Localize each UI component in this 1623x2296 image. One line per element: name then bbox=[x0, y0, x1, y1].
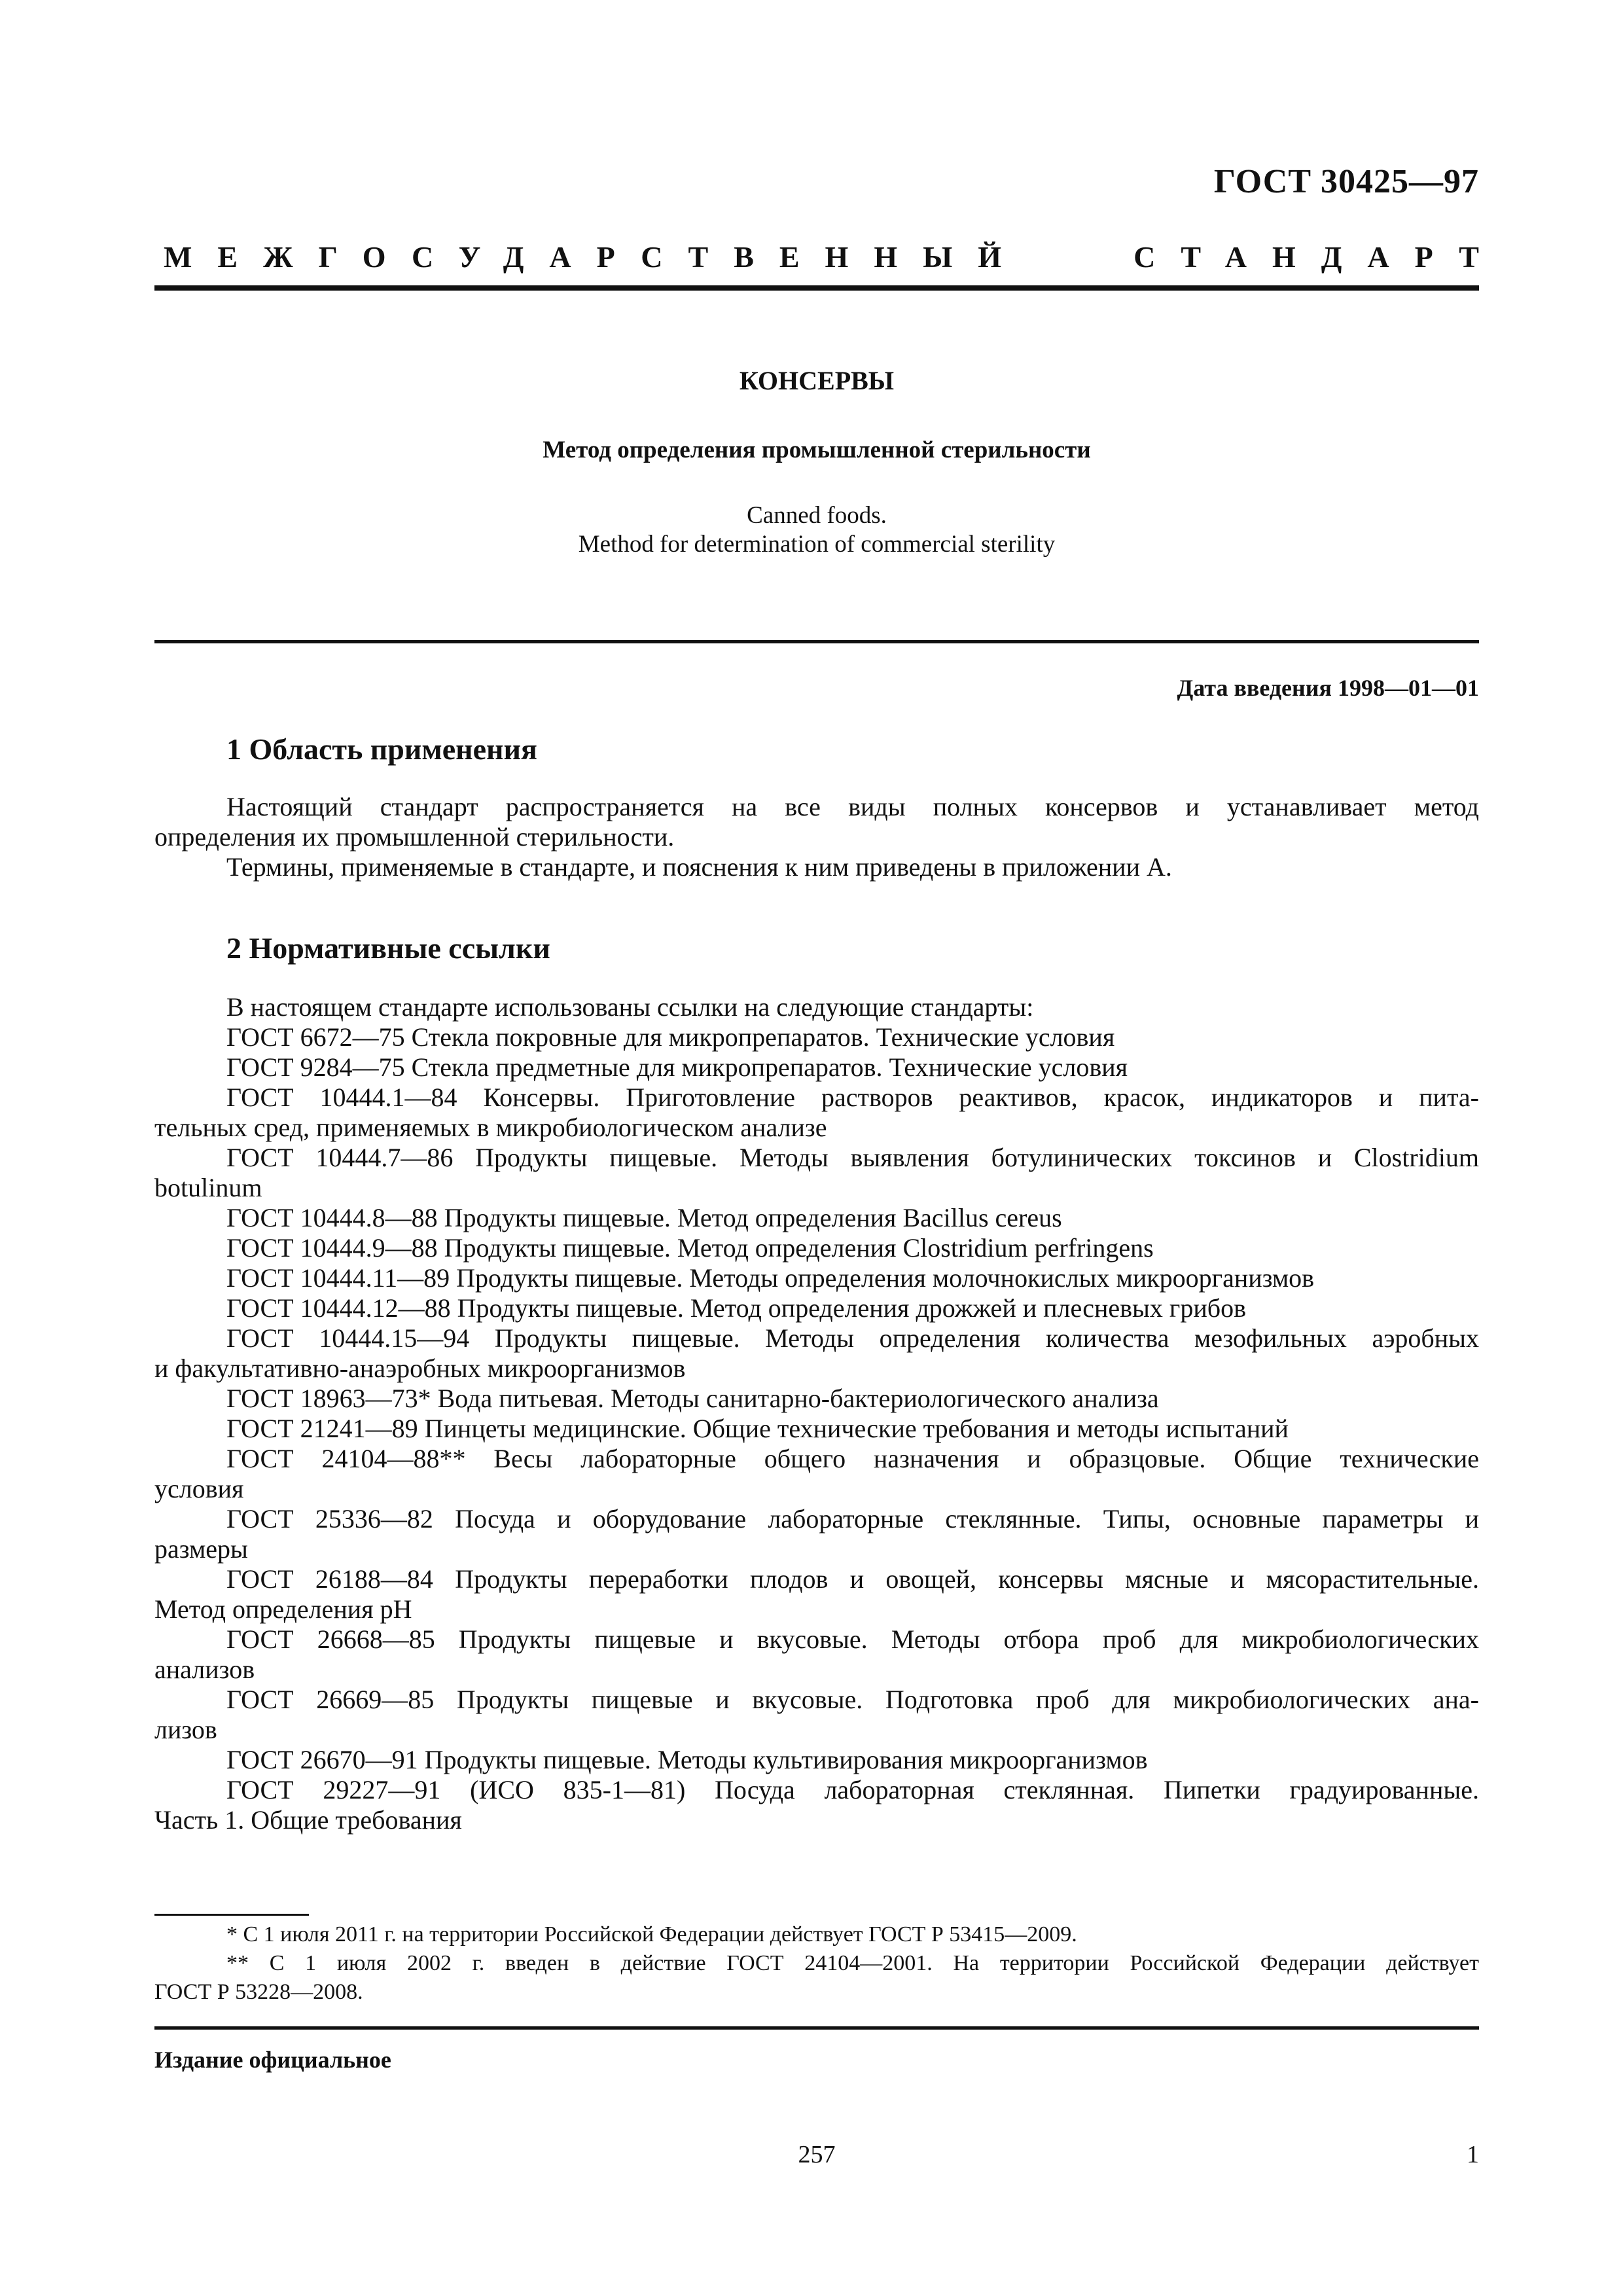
section-1-heading: 1 Область применения bbox=[226, 732, 537, 766]
section-2-heading: 2 Нормативные ссылки bbox=[226, 931, 550, 965]
reference-line: Метод определения pH bbox=[154, 1594, 412, 1624]
reference-line: ГОСТ 29227—91 (ИСО 835-1—81) Посуда лабораторная стеклянная. Пипетки градуированные. bbox=[226, 1775, 1479, 1804]
header-divider bbox=[154, 285, 1479, 291]
footnote-2-line-1: ** С 1 июля 2002 г. введен в действие ГОСТ 24104—2001. На территории Российской Федерации действует bbox=[226, 1951, 1479, 1975]
reference-line: размеры bbox=[154, 1534, 248, 1564]
reference-line: ГОСТ 25336—82 Посуда и оборудование лабораторные стеклянные. Типы, основные параметры и bbox=[226, 1504, 1479, 1534]
reference-line: условия bbox=[154, 1474, 244, 1503]
reference-line: и факультативно-анаэробных микроорганизмов bbox=[154, 1354, 686, 1383]
paragraph-line: определения их промышленной стерильности. bbox=[154, 822, 675, 852]
document-subtitle: Метод определения промышленной стерильности bbox=[543, 437, 1091, 463]
reference-line: ГОСТ 26670—91 Продукты пищевые. Методы культивирования микроорганизмов bbox=[226, 1745, 1148, 1774]
reference-line: ГОСТ 10444.11—89 Продукты пищевые. Методы определения молочнокислых микроорганизмов bbox=[226, 1263, 1315, 1293]
banner-interstate: МЕЖГОСУДАРСТВЕННЫЙ bbox=[164, 240, 1027, 274]
paragraph-line: В настоящем стандарте использованы ссылки на следующие стандарты: bbox=[226, 992, 1034, 1022]
banner-standard: СТАНДАРТ bbox=[1133, 240, 1505, 274]
page-number: 257 bbox=[798, 2141, 836, 2168]
reference-line: тельных сред, применяемых в микробиологическом анализе bbox=[154, 1113, 827, 1142]
reference-line: ГОСТ 10444.9—88 Продукты пищевые. Метод определения Clostridium perfringens bbox=[226, 1233, 1154, 1263]
footer-divider bbox=[154, 2026, 1479, 2030]
introduction-date: Дата введения 1998—01—01 bbox=[1177, 675, 1479, 701]
reference-line: ГОСТ 10444.1—84 Консервы. Приготовление растворов реактивов, красок, индикаторов и пита- bbox=[226, 1083, 1479, 1112]
sheet-number: 1 bbox=[1467, 2141, 1479, 2168]
reference-line: ГОСТ 10444.15—94 Продукты пищевые. Методы определения количества мезофильных аэробных bbox=[226, 1323, 1479, 1353]
reference-line: ГОСТ 10444.7—86 Продукты пищевые. Методы выявления ботулинических токсинов и Clostridium bbox=[226, 1143, 1479, 1172]
reference-line: ГОСТ 18963—73* Вода питьевая. Методы санитарно-бактериологического анализа bbox=[226, 1384, 1159, 1413]
reference-line: ГОСТ 24104—88** Весы лабораторные общего назначения и образцовые. Общие технические bbox=[226, 1444, 1479, 1473]
reference-line: ГОСТ 10444.12—88 Продукты пищевые. Метод определения дрожжей и плесневых грибов bbox=[226, 1293, 1246, 1323]
reference-line: ГОСТ 26669—85 Продукты пищевые и вкусовые. Подготовка проб для микробиологических ана- bbox=[226, 1685, 1479, 1714]
reference-line: ГОСТ 21241—89 Пинцеты медицинские. Общие технические требования и методы испытаний bbox=[226, 1414, 1289, 1443]
footnote-separator bbox=[154, 1914, 309, 1916]
paragraph-line: Термины, применяемые в стандарте, и пояснения к ним приведены в приложении А. bbox=[226, 852, 1172, 882]
reference-line: лизов bbox=[154, 1715, 217, 1744]
reference-line: ГОСТ 10444.8—88 Продукты пищевые. Метод определения Bacillus cereus bbox=[226, 1203, 1062, 1232]
reference-line: ГОСТ 9284—75 Стекла предметные для микропрепаратов. Технические условия bbox=[226, 1052, 1128, 1082]
document-number: ГОСТ 30425—97 bbox=[1213, 163, 1479, 200]
title-divider bbox=[154, 640, 1479, 643]
footnote-2-line-2: ГОСТ Р 53228—2008. bbox=[154, 1980, 363, 2004]
reference-line: ГОСТ 6672—75 Стекла покровные для микропрепаратов. Технические условия bbox=[226, 1022, 1115, 1052]
english-title-line-2: Method for determination of commercial sterility bbox=[578, 531, 1056, 558]
reference-line: анализов bbox=[154, 1655, 255, 1684]
english-title-line-1: Canned foods. bbox=[747, 502, 887, 529]
paragraph-line: Настоящий стандарт распространяется на все виды полных консервов и устанавливает метод bbox=[226, 792, 1479, 821]
reference-line: botulinum bbox=[154, 1173, 262, 1202]
footnote-1: * С 1 июля 2011 г. на территории Российской Федерации действует ГОСТ Р 53415—2009. bbox=[226, 1922, 1077, 1946]
reference-line: ГОСТ 26668—85 Продукты пищевые и вкусовые. Методы отбора проб для микробиологических bbox=[226, 1624, 1479, 1654]
official-edition-label: Издание официальное bbox=[154, 2047, 391, 2073]
reference-line: Часть 1. Общие требования bbox=[154, 1805, 462, 1835]
document-title: КОНСЕРВЫ bbox=[739, 366, 895, 395]
reference-line: ГОСТ 26188—84 Продукты переработки плодов и овощей, консервы мясные и мясорастительные. bbox=[226, 1564, 1479, 1594]
